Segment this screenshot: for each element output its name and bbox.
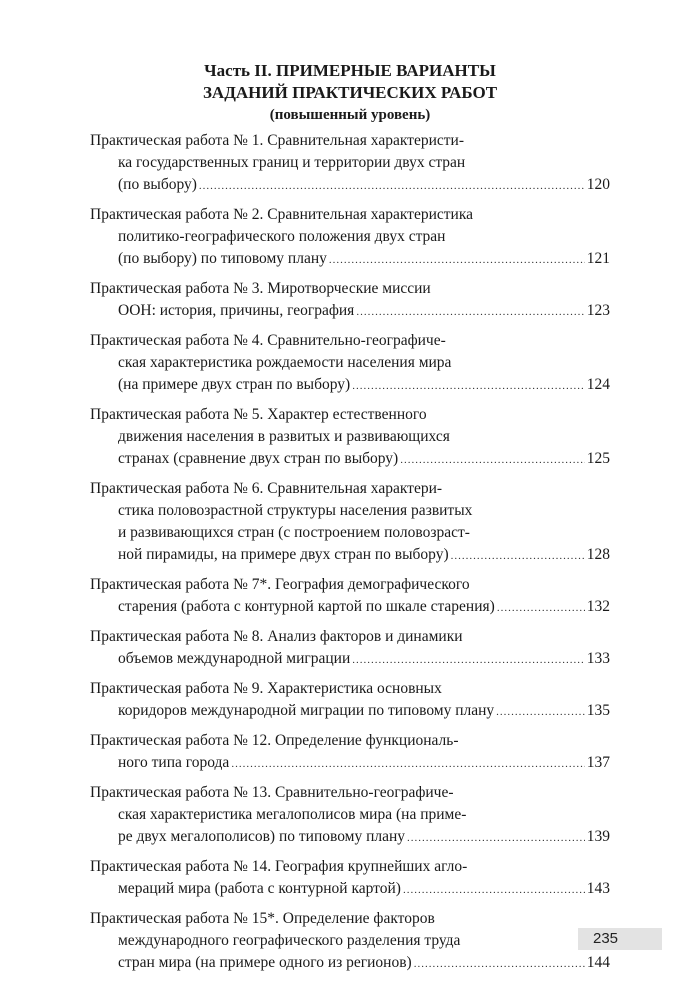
toc-entry-line <box>90 544 610 567</box>
toc-entry[interactable] <box>90 330 610 397</box>
toc-entry-line: Практическая работа № 6. Сравнительная характери- <box>90 480 443 497</box>
toc-entry-text: странах (сравнение двух стран по выбору) <box>118 450 399 467</box>
toc-entry-line: Практическая работа № 13. Сравнительно-географиче- <box>90 784 454 801</box>
toc-entry-line: Практическая работа № 2. Сравнительная характеристика <box>90 206 473 223</box>
dot-leader <box>414 953 585 975</box>
dot-leader <box>403 879 585 901</box>
toc-entry-text: ООН: история, причины, география <box>118 302 355 319</box>
toc-entry[interactable] <box>90 204 610 271</box>
table-of-contents <box>90 130 610 982</box>
toc-entry-text: стран мира (на примере одного из регионов) <box>118 954 412 971</box>
toc-entry[interactable] <box>90 478 610 567</box>
toc-entry-line: Практическая работа № 5. Характер естественного <box>90 406 427 423</box>
toc-entry-line: ская характеристика рождаемости населения мира <box>118 354 452 371</box>
toc-page-number: 128 <box>586 546 610 563</box>
toc-entry[interactable] <box>90 404 610 471</box>
toc-entry-line <box>90 700 610 723</box>
toc-entry-line: Практическая работа № 12. Определение функциональ- <box>90 732 459 749</box>
toc-entry[interactable] <box>90 130 610 197</box>
dot-leader <box>407 827 585 849</box>
toc-entry-line <box>90 174 610 197</box>
toc-entry[interactable] <box>90 908 610 975</box>
toc-entry-line: ка государственных границ и территории двух стран <box>118 154 466 171</box>
toc-entry-text: ре двух мегалополисов) по типовому плану <box>118 828 406 845</box>
toc-entry-line <box>90 826 610 849</box>
toc-entry-line: международного географического разделения труда <box>118 932 461 949</box>
toc-entry-line <box>90 596 610 619</box>
toc-entry-line: и развивающихся стран (с построением половозраст- <box>118 524 470 541</box>
toc-entry-line <box>90 752 610 775</box>
toc-entry[interactable] <box>90 626 610 671</box>
toc-page-number: 137 <box>586 754 610 771</box>
dot-leader <box>352 649 585 671</box>
toc-entry[interactable] <box>90 278 610 323</box>
toc-entry-line <box>90 878 610 901</box>
toc-entry-line: Практическая работа № 7*. География демографического <box>90 576 470 593</box>
toc-entry-text: старения (работа с контурной картой по шкале старения) <box>118 598 495 615</box>
dot-leader <box>497 597 585 619</box>
toc-entry[interactable] <box>90 574 610 619</box>
toc-entry-line <box>90 648 610 671</box>
toc-entry[interactable] <box>90 678 610 723</box>
dot-leader <box>451 545 585 567</box>
toc-entry-text: мераций мира (работа с контурной картой) <box>118 880 401 897</box>
heading-line-1: Часть II. ПРИМЕРНЫЕ ВАРИАНТЫ <box>204 61 496 80</box>
dot-leader <box>400 449 585 471</box>
toc-page-number: 124 <box>586 376 610 393</box>
toc-entry-text: ного типа города <box>118 754 230 771</box>
toc-entry-line <box>90 300 610 323</box>
toc-page-number: 125 <box>586 450 610 467</box>
toc-entry-text: (по выбору) <box>118 176 197 193</box>
toc-entry-text: объемов международной миграции <box>118 650 351 667</box>
toc-entry-line <box>90 952 610 975</box>
toc-entry-line <box>90 248 610 271</box>
toc-entry-line: стика половозрастной структуры населения развитых <box>118 502 473 519</box>
heading-line-3: (повышенный уровень) <box>269 107 431 123</box>
dot-leader <box>496 701 585 723</box>
toc-entry-line: Практическая работа № 1. Сравнительная характеристи- <box>90 132 464 149</box>
toc-page-number: 121 <box>586 250 610 267</box>
toc-entry-line: движения населения в развитых и развивающихся <box>118 428 450 445</box>
toc-page-number: 133 <box>586 650 610 667</box>
toc-entry-line: Практическая работа № 9. Характеристика основных <box>90 680 442 697</box>
section-heading <box>90 60 610 126</box>
page-number: 235 <box>578 928 662 950</box>
toc-entry-text: (по выбору) по типовому плану <box>118 250 327 267</box>
toc-page-number: 135 <box>586 702 610 719</box>
toc-page-number: 139 <box>586 828 610 845</box>
dot-leader <box>199 175 585 197</box>
dot-leader <box>352 375 585 397</box>
toc-entry-text: ной пирамиды, на примере двух стран по выбору) <box>118 546 449 563</box>
dot-leader <box>231 753 584 775</box>
toc-entry[interactable] <box>90 856 610 901</box>
dot-leader <box>329 249 585 271</box>
toc-entry-line <box>90 374 610 397</box>
toc-entry-line: Практическая работа № 3. Миротворческие миссии <box>90 280 431 297</box>
toc-entry-line: ская характеристика мегалополисов мира (на приме- <box>118 806 467 823</box>
toc-entry-line <box>90 448 610 471</box>
toc-page-number: 123 <box>586 302 610 319</box>
dot-leader <box>356 301 584 323</box>
toc-entry-text: коридоров международной миграции по типовому плану <box>118 702 495 719</box>
toc-entry[interactable] <box>90 730 610 775</box>
toc-page-number: 144 <box>586 954 610 971</box>
toc-entry-line: Практическая работа № 14. География крупнейших агло- <box>90 858 468 875</box>
toc-entry-line: Практическая работа № 4. Сравнительно-географиче- <box>90 332 446 349</box>
toc-entry-line: Практическая работа № 8. Анализ факторов и динамики <box>90 628 463 645</box>
toc-entry-line: политико-географического положения двух стран <box>118 228 446 245</box>
toc-page-number: 143 <box>586 880 610 897</box>
toc-page-number: 132 <box>586 598 610 615</box>
toc-page-number: 120 <box>586 176 610 193</box>
heading-line-2: ЗАДАНИЙ ПРАКТИЧЕСКИХ РАБОТ <box>202 83 498 102</box>
toc-entry[interactable] <box>90 782 610 849</box>
toc-entry-text: (на примере двух стран по выбору) <box>118 376 351 393</box>
toc-entry-line: Практическая работа № 15*. Определение факторов <box>90 910 435 927</box>
